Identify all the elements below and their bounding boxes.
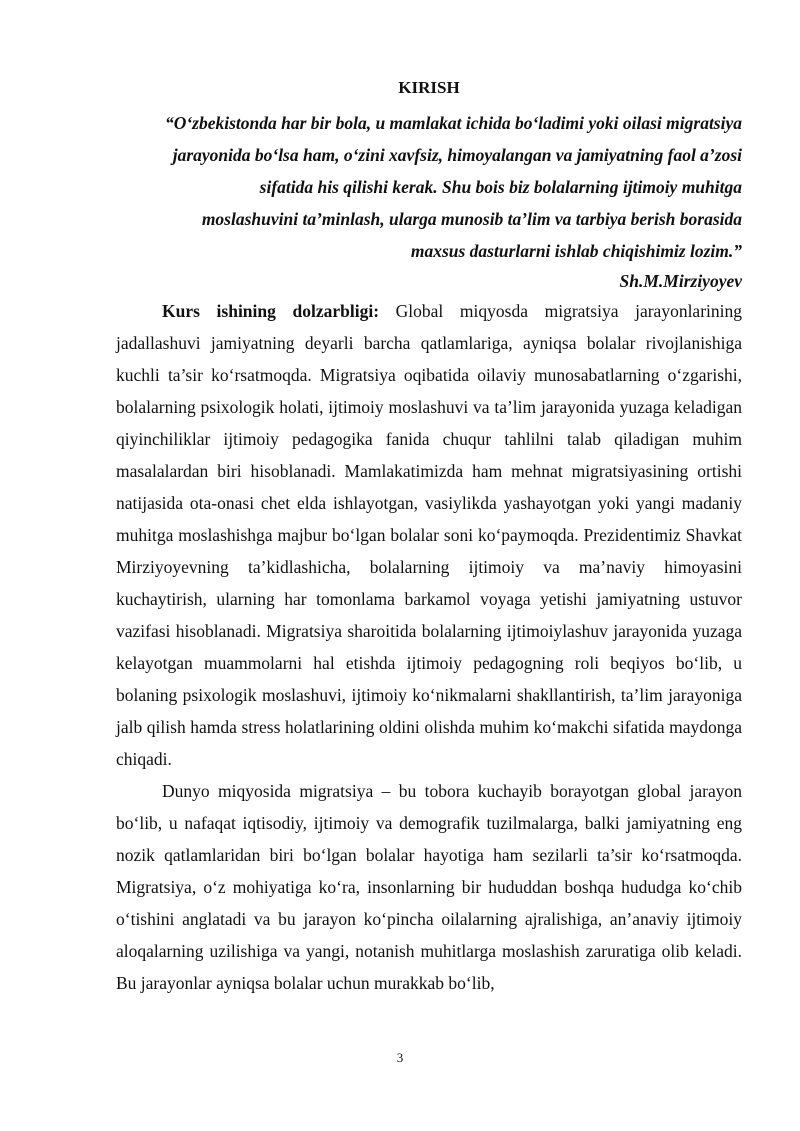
epigraph-author: Sh.M.Mirziyoyev [619, 271, 742, 291]
page-number: 3 [396, 1050, 404, 1065]
epigraph-line: jarayonida bo‘lsa ham, o‘zini xavfsiz, himoyalangan va jamiyatning faol a’zosi [172, 145, 742, 165]
paragraph-migration: Dunyo miqyosida migratsiya – bu tobora kuchayib borayotgan global jarayon bo‘lib, u nafaqat iqtisodiy, ijtimoiy va demografik tuzilmalarga, balki jamiyatning eng nozik qatlamlaridan biri bo‘lgan bolalar hayotiga ham sezilarli ta’sir ko‘rsatmoqda. Migratsiya, o‘z mohiyatiga ko‘ra, insonlarning bir hududdan boshqa hududga ko‘chib o‘tishini anglatadi va bu jarayon ko‘pincha oilalarning ajralishiga, an’anaviy ijtimoiy aloqalarning uzilishiga va yangi, notanish muhitlarga moslashish zaruratiga olib keladi. Bu jarayonlar ayniqsa bolalar uchun murakkab bo‘lib, [116, 781, 742, 993]
epigraph-line: maxsus dasturlarni ishlab chiqishimiz lozim.” [410, 241, 742, 261]
paragraph-relevance [116, 295, 742, 775]
section-title: KIRISH [398, 78, 460, 97]
paragraph-body: Global miqyosda migratsiya jarayonlarining jadallashuvi jamiyatning deyarli barcha qatlamlariga, ayniqsa bolalar rivojlanishiga kuchli ta’sir ko‘rsatmoqda. Migratsiya oqibatida oilaviy munosabatlarning o‘zgarishi, bolalarning psixologik holati, ijtimoiy moslashuvi va ta’lim jarayonida yuzaga keladigan qiyinchiliklar ijtimoiy pedagogika fanida chuqur tahlilni talab qiladigan muhim masalalardan biri hisoblanadi. Mamlakatimizda ham mehnat migratsiyasining ortishi natijasida ota-onasi chet elda ishlayotgan, vasiylikda yashayotgan yoki yangi madaniy muhitga moslashishga majbur bo‘lgan bolalar soni ko‘paymoqda. Prezidentimiz Shavkat Mirziyoyevning ta’kidlashicha, bolalarning ijtimoiy va ma’naviy himoyasini kuchaytirish, ularning har tomonlama barkamol voyaga yetishi jamiyatning ustuvor vazifasi hisoblanadi. Migratsiya sharoitida bolalarning ijtimoiylashuv jarayonida yuzaga kelayotgan muammolarni hal etishda ijtimoiy pedagogning roli beqiyos bo‘lib, u bolaning psixologik moslashuvi, ijtimoiy ko‘nikmalarni shakllantirish, ta’lim jarayoniga jalb qilish hamda stress holatlarining oldini olishda muhim ko‘makchi sifatida maydonga chiqadi. [116, 301, 742, 769]
epigraph-quote [116, 107, 742, 267]
epigraph-line: “O‘zbekistonda har bir bola, u mamlakat ichida bo‘ladimi yoki oilasi migratsiya [164, 113, 742, 133]
document-page [116, 77, 742, 999]
paragraph-lead-heading: Kurs ishining dolzarbligi: [162, 301, 380, 321]
epigraph-line: sifatida his qilishi kerak. Shu bois biz bolalarning ijtimoiy muhitga [259, 177, 742, 197]
epigraph-line: moslashuvini ta’minlash, ularga munosib ta’lim va tarbiya berish borasida [201, 209, 742, 229]
